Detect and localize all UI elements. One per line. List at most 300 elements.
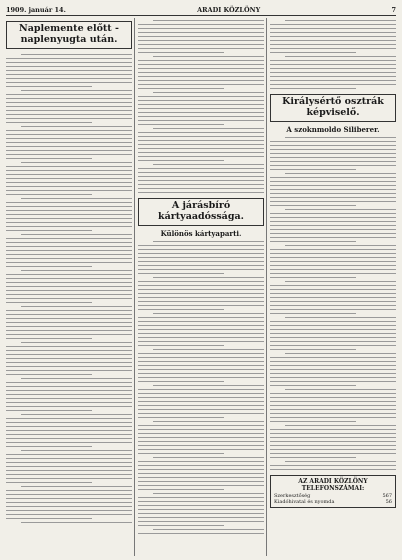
body-text-block — [6, 52, 132, 525]
text-line-placeholder — [270, 205, 356, 206]
text-line-placeholder — [6, 286, 132, 287]
telephone-box — [270, 475, 396, 508]
text-line-placeholder — [270, 373, 396, 374]
text-line-placeholder — [138, 108, 264, 109]
text-line-placeholder — [270, 48, 396, 49]
text-line-placeholder — [138, 317, 264, 318]
text-line-placeholder — [6, 258, 132, 259]
text-line-placeholder — [270, 333, 396, 334]
text-line-placeholder — [138, 140, 264, 141]
article-headline: Királysértő osztrák képviselő. — [282, 96, 384, 118]
article-headline-box — [6, 21, 132, 49]
text-line-placeholder — [153, 277, 264, 278]
text-line-placeholder — [285, 209, 396, 210]
text-line-placeholder — [6, 58, 132, 59]
text-line-placeholder — [270, 445, 396, 446]
text-line-placeholder — [138, 405, 264, 406]
text-line-placeholder — [6, 274, 132, 275]
text-line-placeholder — [21, 306, 132, 307]
text-line-placeholder — [270, 52, 356, 53]
text-line-placeholder — [138, 144, 264, 145]
text-line-placeholder — [270, 217, 396, 218]
text-line-placeholder — [138, 441, 264, 442]
text-line-placeholder — [6, 70, 132, 71]
text-line-placeholder — [6, 350, 132, 351]
text-line-placeholder — [6, 190, 132, 191]
text-line-placeholder — [270, 329, 396, 330]
text-line-placeholder — [6, 442, 132, 443]
text-line-placeholder — [270, 441, 396, 442]
text-line-placeholder — [138, 401, 264, 402]
text-line-placeholder — [285, 461, 396, 462]
text-line-placeholder — [285, 137, 396, 138]
text-line-placeholder — [138, 393, 264, 394]
text-line-placeholder — [270, 377, 396, 378]
text-line-placeholder — [6, 518, 92, 519]
text-line-placeholder — [153, 457, 264, 458]
text-line-placeholder — [270, 145, 396, 146]
text-line-placeholder — [138, 261, 264, 262]
text-line-placeholder — [138, 269, 264, 270]
text-line-placeholder — [6, 262, 132, 263]
text-line-placeholder — [6, 98, 132, 99]
text-line-placeholder — [138, 176, 264, 177]
text-line-placeholder — [270, 385, 356, 386]
text-line-placeholder — [270, 24, 396, 25]
article-headline-box — [138, 198, 264, 226]
text-line-placeholder — [6, 158, 92, 159]
masthead — [6, 4, 396, 15]
text-line-placeholder — [138, 305, 264, 306]
text-line-placeholder — [138, 321, 264, 322]
text-line-placeholder — [270, 68, 396, 69]
text-line-placeholder — [138, 473, 264, 474]
text-line-placeholder — [21, 162, 132, 163]
text-line-placeholder — [270, 453, 396, 454]
text-line-placeholder — [270, 181, 396, 182]
text-line-placeholder — [138, 513, 264, 514]
text-line-placeholder — [6, 394, 132, 395]
text-line-placeholder — [270, 361, 396, 362]
text-line-placeholder — [6, 310, 132, 311]
text-line-placeholder — [21, 270, 132, 271]
body-text-block — [138, 18, 264, 195]
telephone-number: 56 — [385, 498, 392, 505]
text-line-placeholder — [138, 389, 264, 390]
column-1 — [6, 18, 132, 556]
text-line-placeholder — [270, 449, 396, 450]
text-line-placeholder — [153, 56, 264, 57]
text-line-placeholder — [6, 490, 132, 491]
text-line-placeholder — [6, 166, 132, 167]
text-line-placeholder — [6, 406, 132, 407]
text-line-placeholder — [138, 469, 264, 470]
text-line-placeholder — [6, 370, 132, 371]
telephone-box-title: AZ ARADI KÖZLÖNY TELEFONSZÁMAI: — [298, 477, 368, 492]
text-line-placeholder — [6, 106, 132, 107]
text-line-placeholder — [138, 273, 224, 274]
text-line-placeholder — [138, 345, 224, 346]
text-line-placeholder — [138, 156, 264, 157]
text-line-placeholder — [285, 173, 396, 174]
text-line-placeholder — [138, 40, 264, 41]
text-line-placeholder — [6, 458, 132, 459]
text-line-placeholder — [270, 36, 396, 37]
text-line-placeholder — [270, 273, 396, 274]
text-line-placeholder — [270, 429, 396, 430]
newspaper-name: ARADI KÖZLÖNY — [197, 5, 261, 14]
text-line-placeholder — [6, 386, 132, 387]
text-line-placeholder — [6, 250, 132, 251]
text-line-placeholder — [270, 337, 396, 338]
text-line-placeholder — [138, 76, 264, 77]
text-line-placeholder — [270, 321, 396, 322]
text-line-placeholder — [138, 72, 264, 73]
text-line-placeholder — [138, 52, 224, 53]
text-line-placeholder — [6, 254, 132, 255]
text-line-placeholder — [6, 326, 132, 327]
text-line-placeholder — [21, 198, 132, 199]
text-line-placeholder — [6, 366, 132, 367]
text-line-placeholder — [270, 341, 396, 342]
text-line-placeholder — [138, 477, 264, 478]
text-line-placeholder — [6, 502, 132, 503]
text-line-placeholder — [153, 20, 264, 21]
text-line-placeholder — [270, 253, 396, 254]
text-line-placeholder — [270, 261, 396, 262]
text-line-placeholder — [138, 341, 264, 342]
text-line-placeholder — [270, 421, 356, 422]
text-line-placeholder — [270, 289, 396, 290]
text-line-placeholder — [270, 369, 396, 370]
text-line-placeholder — [6, 74, 132, 75]
text-line-placeholder — [6, 66, 132, 67]
text-line-placeholder — [138, 192, 264, 193]
text-line-placeholder — [285, 20, 396, 21]
text-line-placeholder — [270, 365, 396, 366]
text-line-placeholder — [270, 221, 396, 222]
text-line-placeholder — [6, 282, 132, 283]
text-line-placeholder — [21, 234, 132, 235]
text-line-placeholder — [138, 68, 264, 69]
text-line-placeholder — [138, 521, 264, 522]
text-line-placeholder — [138, 445, 264, 446]
text-line-placeholder — [6, 186, 132, 187]
text-line-placeholder — [138, 136, 264, 137]
text-line-placeholder — [270, 64, 396, 65]
text-line-placeholder — [270, 84, 396, 85]
text-line-placeholder — [138, 88, 224, 89]
text-line-placeholder — [6, 78, 132, 79]
text-line-placeholder — [138, 84, 264, 85]
text-line-placeholder — [270, 237, 396, 238]
text-line-placeholder — [6, 514, 132, 515]
text-line-placeholder — [138, 461, 264, 462]
text-line-placeholder — [6, 278, 132, 279]
text-line-placeholder — [138, 505, 264, 506]
text-line-placeholder — [138, 509, 264, 510]
text-line-placeholder — [153, 164, 264, 165]
text-line-placeholder — [138, 365, 264, 366]
text-line-placeholder — [6, 170, 132, 171]
text-line-placeholder — [6, 470, 132, 471]
text-line-placeholder — [138, 293, 264, 294]
text-line-placeholder — [21, 414, 132, 415]
text-line-placeholder — [270, 185, 396, 186]
text-line-placeholder — [138, 281, 264, 282]
text-line-placeholder — [6, 410, 92, 411]
text-line-placeholder — [270, 177, 396, 178]
text-line-placeholder — [270, 345, 396, 346]
text-line-placeholder — [138, 357, 264, 358]
text-line-placeholder — [270, 401, 396, 402]
text-line-placeholder — [6, 438, 132, 439]
text-line-placeholder — [6, 182, 132, 183]
text-line-placeholder — [6, 118, 132, 119]
body-text-block — [138, 239, 264, 536]
text-line-placeholder — [138, 112, 264, 113]
text-line-placeholder — [270, 417, 396, 418]
text-line-placeholder — [6, 154, 132, 155]
text-line-placeholder — [138, 245, 264, 246]
text-line-placeholder — [138, 465, 264, 466]
column-2 — [138, 18, 264, 556]
text-line-placeholder — [153, 313, 264, 314]
text-line-placeholder — [285, 317, 396, 318]
text-line-placeholder — [270, 309, 396, 310]
text-line-placeholder — [270, 197, 396, 198]
text-line-placeholder — [270, 469, 396, 470]
text-line-placeholder — [6, 114, 132, 115]
text-line-placeholder — [270, 393, 396, 394]
text-line-placeholder — [138, 297, 264, 298]
text-line-placeholder — [138, 184, 264, 185]
text-line-placeholder — [270, 257, 396, 258]
text-line-placeholder — [138, 249, 264, 250]
text-line-placeholder — [270, 165, 396, 166]
text-line-placeholder — [138, 361, 264, 362]
column-3 — [270, 18, 396, 556]
text-line-placeholder — [270, 249, 396, 250]
text-line-placeholder — [6, 142, 132, 143]
text-line-placeholder — [6, 454, 132, 455]
text-line-placeholder — [6, 478, 132, 479]
text-line-placeholder — [138, 48, 264, 49]
text-line-placeholder — [6, 346, 132, 347]
text-line-placeholder — [270, 157, 396, 158]
text-line-placeholder — [138, 104, 264, 105]
text-line-placeholder — [138, 409, 264, 410]
text-line-placeholder — [138, 301, 264, 302]
text-line-placeholder — [138, 413, 264, 414]
text-line-placeholder — [138, 485, 264, 486]
text-line-placeholder — [138, 525, 224, 526]
article-headline-box — [270, 94, 396, 122]
text-line-placeholder — [138, 497, 264, 498]
telephone-number: 567 — [382, 492, 392, 499]
text-line-placeholder — [6, 398, 132, 399]
text-line-placeholder — [138, 309, 224, 310]
text-line-placeholder — [285, 56, 396, 57]
text-line-placeholder — [6, 110, 132, 111]
text-line-placeholder — [270, 88, 356, 89]
text-line-placeholder — [270, 357, 396, 358]
text-line-placeholder — [6, 62, 132, 63]
text-line-placeholder — [285, 281, 396, 282]
text-line-placeholder — [138, 132, 264, 133]
text-line-placeholder — [138, 60, 264, 61]
text-line-placeholder — [270, 313, 356, 314]
text-line-placeholder — [270, 44, 396, 45]
text-line-placeholder — [270, 457, 356, 458]
text-line-placeholder — [6, 122, 92, 123]
text-line-placeholder — [6, 202, 132, 203]
text-line-placeholder — [138, 124, 224, 125]
text-line-placeholder — [6, 362, 132, 363]
text-line-placeholder — [21, 342, 132, 343]
text-line-placeholder — [6, 510, 132, 511]
text-line-placeholder — [138, 337, 264, 338]
text-line-placeholder — [21, 486, 132, 487]
text-line-placeholder — [6, 214, 132, 215]
issue-date: 1909. január 14. — [6, 5, 66, 14]
text-line-placeholder — [138, 397, 264, 398]
text-line-placeholder — [153, 493, 264, 494]
text-line-placeholder — [6, 494, 132, 495]
text-line-placeholder — [21, 126, 132, 127]
article-headline: A járásbíró kártyaadóssága. — [158, 200, 244, 222]
text-line-placeholder — [270, 149, 396, 150]
text-line-placeholder — [270, 297, 396, 298]
text-line-placeholder — [270, 153, 396, 154]
text-line-placeholder — [270, 397, 396, 398]
text-line-placeholder — [270, 409, 396, 410]
text-line-placeholder — [138, 381, 224, 382]
text-line-placeholder — [138, 168, 264, 169]
text-line-placeholder — [6, 82, 132, 83]
text-line-placeholder — [138, 44, 264, 45]
text-line-placeholder — [6, 314, 132, 315]
article-headline: Naplemente előtt - naplenyugta után. — [19, 23, 119, 45]
text-line-placeholder — [270, 405, 396, 406]
text-line-placeholder — [138, 425, 264, 426]
text-line-placeholder — [270, 265, 396, 266]
text-line-placeholder — [6, 418, 132, 419]
text-line-placeholder — [6, 482, 92, 483]
text-line-placeholder — [153, 421, 264, 422]
text-line-placeholder — [138, 28, 264, 29]
text-line-placeholder — [6, 422, 132, 423]
telephone-label: Szerkesztőség — [274, 492, 311, 499]
text-line-placeholder — [138, 172, 264, 173]
text-line-placeholder — [153, 241, 264, 242]
text-line-placeholder — [6, 138, 132, 139]
text-line-placeholder — [270, 193, 396, 194]
text-line-placeholder — [270, 381, 396, 382]
text-line-placeholder — [138, 148, 264, 149]
text-line-placeholder — [138, 329, 264, 330]
text-line-placeholder — [138, 433, 264, 434]
telephone-label: Kiadóhivatal és nyomda — [274, 498, 335, 505]
text-line-placeholder — [138, 152, 264, 153]
text-line-placeholder — [270, 269, 396, 270]
text-line-placeholder — [270, 189, 396, 190]
text-line-placeholder — [6, 498, 132, 499]
text-line-placeholder — [6, 134, 132, 135]
text-line-placeholder — [138, 533, 264, 534]
text-line-placeholder — [138, 120, 264, 121]
page-number: 7 — [391, 5, 396, 14]
text-line-placeholder — [270, 141, 396, 142]
text-line-placeholder — [270, 80, 396, 81]
text-line-placeholder — [6, 318, 132, 319]
text-line-placeholder — [6, 174, 132, 175]
text-line-placeholder — [6, 402, 132, 403]
text-line-placeholder — [6, 446, 92, 447]
text-line-placeholder — [6, 218, 132, 219]
text-line-placeholder — [138, 100, 264, 101]
text-line-placeholder — [138, 180, 264, 181]
text-line-placeholder — [138, 453, 224, 454]
text-line-placeholder — [270, 413, 396, 414]
text-line-placeholder — [6, 242, 132, 243]
text-line-placeholder — [138, 501, 264, 502]
text-line-placeholder — [270, 293, 396, 294]
text-line-placeholder — [6, 266, 92, 267]
text-line-placeholder — [138, 285, 264, 286]
text-line-placeholder — [6, 178, 132, 179]
text-line-placeholder — [270, 325, 396, 326]
text-line-placeholder — [6, 434, 132, 435]
text-line-placeholder — [6, 146, 132, 147]
text-line-placeholder — [138, 257, 264, 258]
text-line-placeholder — [153, 128, 264, 129]
text-line-placeholder — [138, 188, 264, 189]
text-line-placeholder — [153, 349, 264, 350]
text-line-placeholder — [6, 102, 132, 103]
text-line-placeholder — [6, 322, 132, 323]
text-line-placeholder — [6, 354, 132, 355]
text-line-placeholder — [6, 474, 132, 475]
text-line-placeholder — [138, 24, 264, 25]
text-line-placeholder — [21, 450, 132, 451]
text-line-placeholder — [6, 466, 132, 467]
text-line-placeholder — [270, 285, 396, 286]
text-line-placeholder — [6, 150, 132, 151]
text-line-placeholder — [6, 294, 132, 295]
text-line-placeholder — [270, 277, 356, 278]
text-line-placeholder — [6, 390, 132, 391]
text-line-placeholder — [270, 465, 396, 466]
text-line-placeholder — [153, 92, 264, 93]
text-line-placeholder — [270, 60, 396, 61]
text-line-placeholder — [138, 289, 264, 290]
text-line-placeholder — [6, 210, 132, 211]
text-line-placeholder — [138, 253, 264, 254]
text-line-placeholder — [270, 169, 356, 170]
text-line-placeholder — [270, 241, 356, 242]
text-line-placeholder — [138, 489, 224, 490]
telephone-row — [274, 499, 392, 505]
text-line-placeholder — [21, 90, 132, 91]
text-line-placeholder — [138, 36, 264, 37]
text-line-placeholder — [285, 353, 396, 354]
text-line-placeholder — [270, 213, 396, 214]
text-line-placeholder — [6, 94, 132, 95]
text-line-placeholder — [138, 437, 264, 438]
text-line-placeholder — [285, 245, 396, 246]
text-line-placeholder — [6, 374, 92, 375]
